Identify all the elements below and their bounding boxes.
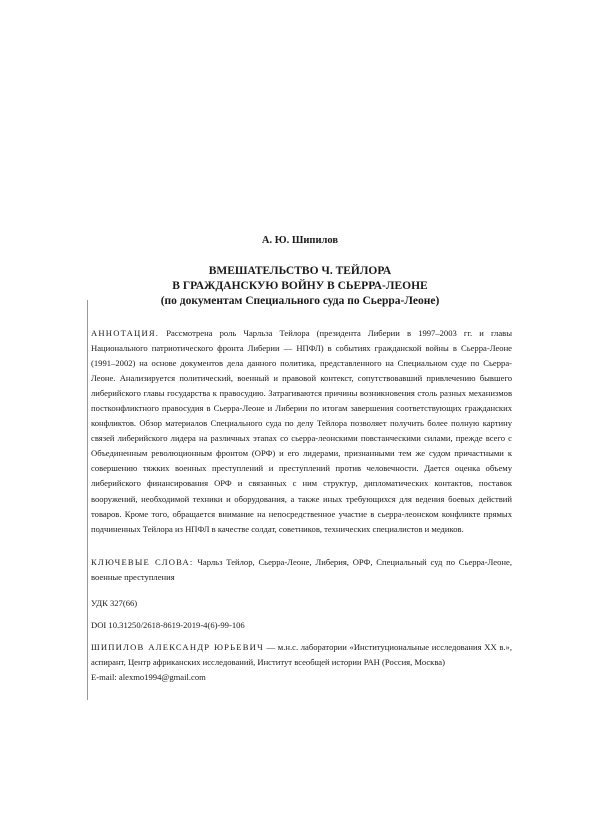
author-info	[91, 640, 512, 685]
article-title	[0, 264, 600, 309]
doi: DOI 10.31250/2618-8619-2019-4(6)-99-106	[91, 620, 245, 630]
title-subtitle: (по документам Специального суда по Сьерра-Леоне)	[160, 295, 440, 307]
title-line-1: ВМЕШАТЕЛЬСТВО Ч. ТЕЙЛОРА	[208, 265, 392, 277]
udc-code: УДК 327(66)	[91, 598, 138, 608]
abstract-label: АННОТАЦИЯ.	[91, 328, 160, 338]
abstract	[91, 326, 512, 537]
author-info-text: — м.н.с. лаборатории «Институциональные исследования XX в.», аспирант, Центр африканских исследований, Институт всеобщей истории РАН (Россия, Москва)	[91, 642, 512, 668]
margin-rule	[87, 300, 88, 700]
keywords	[91, 555, 512, 585]
author-email[interactable]: E-mail: alexmo1994@gmail.com	[91, 672, 206, 683]
keywords-label: КЛЮЧЕВЫЕ СЛОВА:	[91, 557, 194, 567]
author-name: А. Ю. Шипилов	[261, 235, 339, 246]
abstract-text: Рассмотрена роль Чарльза Тейлора (президента Либерии в 1997–2003 гг. и главы Национального патриотического фронта Либерии — НПФЛ) в событиях гражданской войны в Сьерра-Леоне (1991–2002) на основе документов дела данного политика, представленного на Специальном суде по Сьерра-Леоне. Анализируется политический, военный и правовой контекст, сопутствовавший привлечению бывшего либерийского главы государства к правосудию. Затрагиваются причины возникновения столь разных механизмов постконфликтного правосудия в Сьерра-Леоне и Либерии по итогам завершения соответствующих гражданских конфликтов. Обзор материалов Специального суда по делу Тейлора позволяет получить более полную картину связей либерийского лидера на различных этапах со сьерра-леонскими повстанческими силами, прежде всего с Объединенным революционным фронтом (ОРФ) и его лидерами, признанными тем же судом причастными к совершению тяжких военных преступлений и преступлений против человечности. Дается оценка объему либерийского финансирования ОРФ и связанных с ним структур, дипломатических контактов, поставок вооружений, необходимой техники и оборудования, а также иных требующихся для ведения боевых действий товаров. Кроме того, обращается внимание на непосредственное участие в сьерра-леонском конфликте прямых подчиненных Тейлора из НПФЛ в качестве солдат, советников, технических специалистов и медиков.	[91, 328, 512, 534]
keywords-text: Чарльз Тейлор, Сьерра-Леоне, Либерия, ОРФ, Специальный суд по Сьерра-Леоне, военные преступления	[91, 557, 512, 583]
title-line-2: В ГРАЖДАНСКУЮ ВОЙНУ В СЬЕРРА-ЛЕОНЕ	[172, 280, 428, 292]
author-info-name: ШИПИЛОВ АЛЕКСАНДР ЮРЬЕВИЧ	[91, 642, 264, 652]
